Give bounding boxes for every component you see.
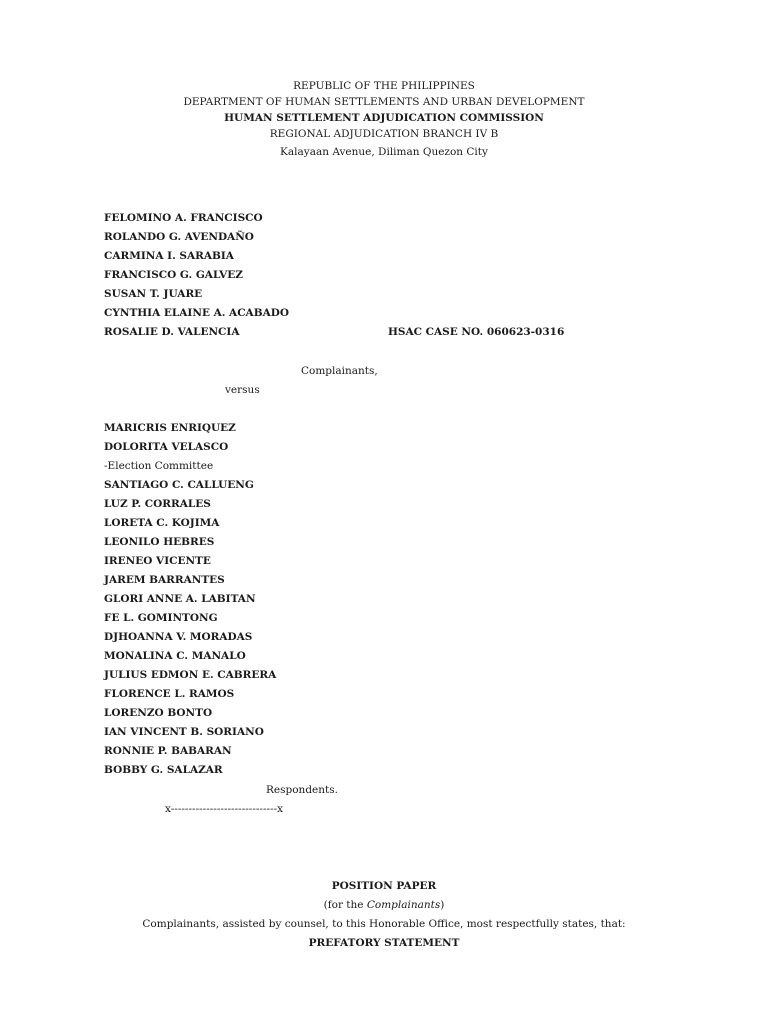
header-branch: REGIONAL ADJUDICATION BRANCH IV B bbox=[269, 128, 499, 140]
respondent-name: SANTIAGO C. CALLUENG bbox=[104, 479, 254, 491]
respondent-name: LEONILO HEBRES bbox=[104, 536, 215, 548]
respondent-name: FE L. GOMINTONG bbox=[104, 612, 218, 624]
subtitle-prefix: (for the bbox=[323, 899, 367, 911]
case-number: HSAC CASE NO. 060623-0316 bbox=[388, 326, 565, 338]
header-department: DEPARTMENT OF HUMAN SETTLEMENTS AND URBAN DEVELOPMENT bbox=[183, 96, 585, 108]
respondent-name: BOBBY G. SALAZAR bbox=[104, 764, 223, 776]
respondent-name: MONALINA C. MANALO bbox=[104, 650, 246, 662]
respondent-name: RONNIE P. BABARAN bbox=[104, 745, 232, 757]
respondent-name: DJHOANNA V. MORADAS bbox=[104, 631, 253, 643]
complainant-name: FRANCISCO G. GALVEZ bbox=[104, 269, 243, 281]
caption-divider: x------------------------------x bbox=[165, 803, 284, 815]
respondents-label: Respondents. bbox=[266, 784, 338, 796]
respondent-name: IAN VINCENT B. SORIANO bbox=[104, 726, 264, 738]
respondent-name: JULIUS EDMON E. CABRERA bbox=[104, 669, 277, 681]
complainant-name: CYNTHIA ELAINE A. ACABADO bbox=[104, 307, 289, 319]
respondent-name: IRENEO VICENTE bbox=[104, 555, 211, 567]
complainant-name: FELOMINO A. FRANCISCO bbox=[104, 212, 263, 224]
header-republic: REPUBLIC OF THE PHILIPPINES bbox=[293, 80, 475, 92]
intro-paragraph: Complainants, assisted by counsel, to this Honorable Office, most respectfully states, that: bbox=[142, 918, 626, 930]
complainants-label: Complainants, bbox=[301, 365, 378, 377]
respondent-name: JAREM BARRANTES bbox=[104, 574, 225, 586]
complainant-name: ROLANDO G. AVENDAÑO bbox=[104, 231, 254, 243]
complainant-name: ROSALIE D. VALENCIA bbox=[104, 326, 240, 338]
subtitle-italic: Complainants bbox=[366, 899, 441, 911]
respondent-name: MARICRIS ENRIQUEZ bbox=[104, 422, 236, 434]
section-heading: PREFATORY STATEMENT bbox=[308, 937, 460, 949]
subtitle-suffix: ) bbox=[440, 899, 445, 911]
document-subtitle bbox=[0, 898, 768, 912]
respondent-name: LORENZO BONTO bbox=[104, 707, 213, 719]
document-title: POSITION PAPER bbox=[331, 880, 437, 892]
header-commission: HUMAN SETTLEMENT ADJUDICATION COMMISSION bbox=[224, 112, 544, 124]
respondent-name: LUZ P. CORRALES bbox=[104, 498, 211, 510]
complainant-name: SUSAN T. JUARE bbox=[104, 288, 203, 300]
election-committee-label: -Election Committee bbox=[104, 460, 214, 472]
respondent-name: DOLORITA VELASCO bbox=[104, 441, 229, 453]
header-address: Kalayaan Avenue, Diliman Quezon City bbox=[280, 146, 488, 158]
versus-label: versus bbox=[225, 384, 260, 396]
respondent-name: LORETA C. KOJIMA bbox=[104, 517, 220, 529]
complainant-name: CARMINA I. SARABIA bbox=[104, 250, 234, 262]
respondent-name: GLORI ANNE A. LABITAN bbox=[104, 593, 256, 605]
respondent-name: FLORENCE L. RAMOS bbox=[104, 688, 235, 700]
